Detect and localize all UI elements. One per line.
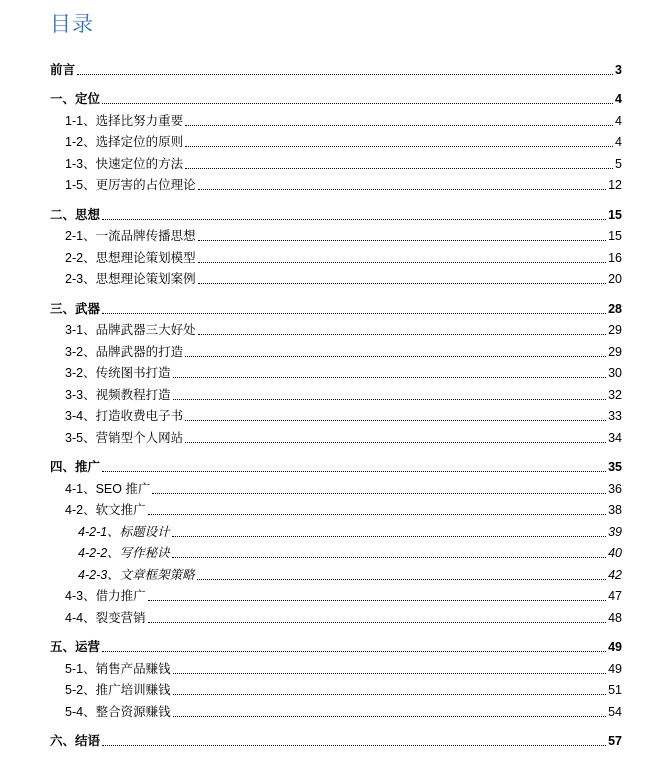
toc-entry-title: 4-1、SEO 推广 <box>65 481 151 496</box>
toc-entry-page-number: 30 <box>608 366 622 380</box>
toc-entry[interactable] <box>50 453 622 475</box>
toc-entry-page-number: 42 <box>608 567 622 582</box>
toc-entry-page-number: 40 <box>608 546 622 560</box>
dot-leader <box>148 622 607 623</box>
toc-entry-title: 前言 <box>50 62 76 77</box>
dot-leader <box>198 334 607 335</box>
toc-entry-title: 4-2-2、写作秘诀 <box>78 546 170 560</box>
toc-entry-title: 1-5、更厉害的占位理论 <box>65 178 196 192</box>
toc-entry[interactable] <box>50 402 622 424</box>
toc-entry[interactable] <box>50 265 622 287</box>
toc-entry-page-number: 4 <box>615 92 622 106</box>
toc-entry[interactable] <box>50 171 622 193</box>
dot-leader <box>173 716 607 717</box>
toc-entry-page-number: 20 <box>608 272 622 286</box>
dot-leader <box>77 74 613 75</box>
toc-entry-title: 六、结语 <box>50 734 101 748</box>
toc-entry[interactable] <box>50 496 622 518</box>
toc-entry[interactable] <box>50 380 622 402</box>
toc-entry[interactable] <box>50 539 622 561</box>
toc-entry[interactable] <box>50 294 622 316</box>
toc-entry-page-number: 49 <box>608 640 622 654</box>
toc-entry-title: 四、推广 <box>50 460 101 474</box>
toc-entry-title: 3-2、传统图书打造 <box>65 366 171 380</box>
toc-entry-title: 3-3、视频教程打造 <box>65 387 171 402</box>
dot-leader <box>173 694 607 695</box>
toc-entry-title: 3-5、营销型个人网站 <box>65 430 184 445</box>
dot-leader <box>185 146 613 147</box>
toc-entry[interactable] <box>50 633 622 655</box>
toc-entry-title: 三、武器 <box>50 301 101 316</box>
dot-leader <box>185 442 606 443</box>
toc-entry[interactable] <box>50 149 622 171</box>
toc-entry-page-number: 38 <box>608 503 622 517</box>
toc-entry-title: 5-2、推广培训赚钱 <box>65 683 171 697</box>
toc-entry[interactable] <box>50 560 622 582</box>
toc-entry-title: 2-2、思想理论策划模型 <box>65 250 196 265</box>
toc-entry-title: 4-4、裂变营销 <box>65 610 146 625</box>
toc-entry-page-number: 36 <box>608 481 622 496</box>
toc-entry-page-number: 33 <box>608 409 622 423</box>
toc-entry[interactable] <box>50 582 622 604</box>
toc-entry[interactable] <box>50 200 622 222</box>
toc-entry-title: 3-4、打造收费电子书 <box>65 409 184 423</box>
toc-entry-page-number: 54 <box>608 704 622 719</box>
toc-entry-page-number: 39 <box>608 524 622 539</box>
toc-entry[interactable] <box>50 243 622 265</box>
toc-entry[interactable] <box>50 359 622 381</box>
toc-entry[interactable] <box>50 337 622 359</box>
dot-leader <box>102 745 606 746</box>
toc-entry-title: 1-3、快速定位的方法 <box>65 156 184 171</box>
toc-entry-page-number: 15 <box>608 207 622 222</box>
toc-entry[interactable] <box>50 222 622 244</box>
toc-entry-page-number: 57 <box>608 734 622 748</box>
dot-leader <box>148 514 607 515</box>
dot-leader <box>185 420 606 421</box>
dot-leader <box>185 125 613 126</box>
dot-leader <box>152 493 606 494</box>
toc-entry-page-number: 12 <box>608 178 622 192</box>
dot-leader <box>172 557 606 558</box>
dot-leader <box>102 219 606 220</box>
toc-entry[interactable] <box>50 316 622 338</box>
dot-leader <box>173 399 607 400</box>
toc-entry-page-number: 5 <box>615 156 622 171</box>
toc-entry[interactable] <box>50 603 622 625</box>
toc-entry-page-number: 29 <box>608 344 622 359</box>
toc-entry-page-number: 35 <box>608 460 622 474</box>
dot-leader <box>148 600 607 601</box>
dot-leader <box>197 579 606 580</box>
toc-entry[interactable] <box>50 106 622 128</box>
table-of-contents <box>50 55 622 748</box>
toc-entry-page-number: 4 <box>615 113 622 128</box>
dot-leader <box>173 377 607 378</box>
toc-entry[interactable] <box>50 85 622 107</box>
toc-entry-title: 5-4、整合资源赚钱 <box>65 704 171 719</box>
page-title: 目录 <box>50 13 94 36</box>
toc-entry-title: 2-3、思想理论策划案例 <box>65 272 196 286</box>
toc-entry-title: 1-1、选择比努力重要 <box>65 113 184 128</box>
toc-entry-title: 一、定位 <box>50 92 101 106</box>
toc-entry-title: 2-1、一流品牌传播思想 <box>65 229 196 243</box>
dot-leader <box>185 168 613 169</box>
toc-entry-title: 4-2、软文推广 <box>65 503 146 517</box>
toc-entry-title: 4-2-1、标题设计 <box>78 524 170 539</box>
toc-entry[interactable] <box>50 654 622 676</box>
dot-leader <box>102 103 613 104</box>
toc-entry[interactable] <box>50 676 622 698</box>
dot-leader <box>198 262 607 263</box>
dot-leader <box>172 536 606 537</box>
toc-entry-page-number: 49 <box>608 661 622 676</box>
toc-entry[interactable] <box>50 474 622 496</box>
toc-entry-title: 5-1、销售产品赚钱 <box>65 661 171 676</box>
toc-entry-page-number: 3 <box>615 62 622 77</box>
toc-entry-title: 1-2、选择定位的原则 <box>65 135 184 149</box>
toc-entry[interactable] <box>50 423 622 445</box>
dot-leader <box>198 283 607 284</box>
toc-entry[interactable] <box>50 517 622 539</box>
toc-entry-title: 4-2-3、文章框架策略 <box>78 567 195 582</box>
dot-leader <box>198 240 607 241</box>
dot-leader <box>185 356 606 357</box>
dot-leader <box>102 651 606 652</box>
toc-entry-title: 3-1、品牌武器三大好处 <box>65 323 196 337</box>
toc-entry-title: 五、运营 <box>50 640 101 654</box>
toc-entry-title: 3-2、品牌武器的打造 <box>65 344 184 359</box>
toc-entry-page-number: 48 <box>608 610 622 625</box>
toc-entry-page-number: 34 <box>608 430 622 445</box>
dot-leader <box>102 471 606 472</box>
toc-entry-title: 二、思想 <box>50 207 101 222</box>
toc-entry-page-number: 47 <box>608 589 622 603</box>
toc-entry-page-number: 51 <box>608 683 622 697</box>
dot-leader <box>102 313 606 314</box>
toc-entry-page-number: 16 <box>608 250 622 265</box>
toc-entry[interactable] <box>50 128 622 150</box>
toc-entry-page-number: 15 <box>608 229 622 243</box>
toc-entry-page-number: 29 <box>608 323 622 337</box>
toc-entry-page-number: 28 <box>608 301 622 316</box>
dot-leader <box>198 189 607 190</box>
toc-entry[interactable] <box>50 727 622 749</box>
toc-entry-page-number: 32 <box>608 387 622 402</box>
toc-entry-page-number: 4 <box>615 135 622 149</box>
toc-entry[interactable] <box>50 697 622 719</box>
toc-entry[interactable] <box>50 55 622 77</box>
toc-entry-title: 4-3、借力推广 <box>65 589 146 603</box>
dot-leader <box>173 673 607 674</box>
